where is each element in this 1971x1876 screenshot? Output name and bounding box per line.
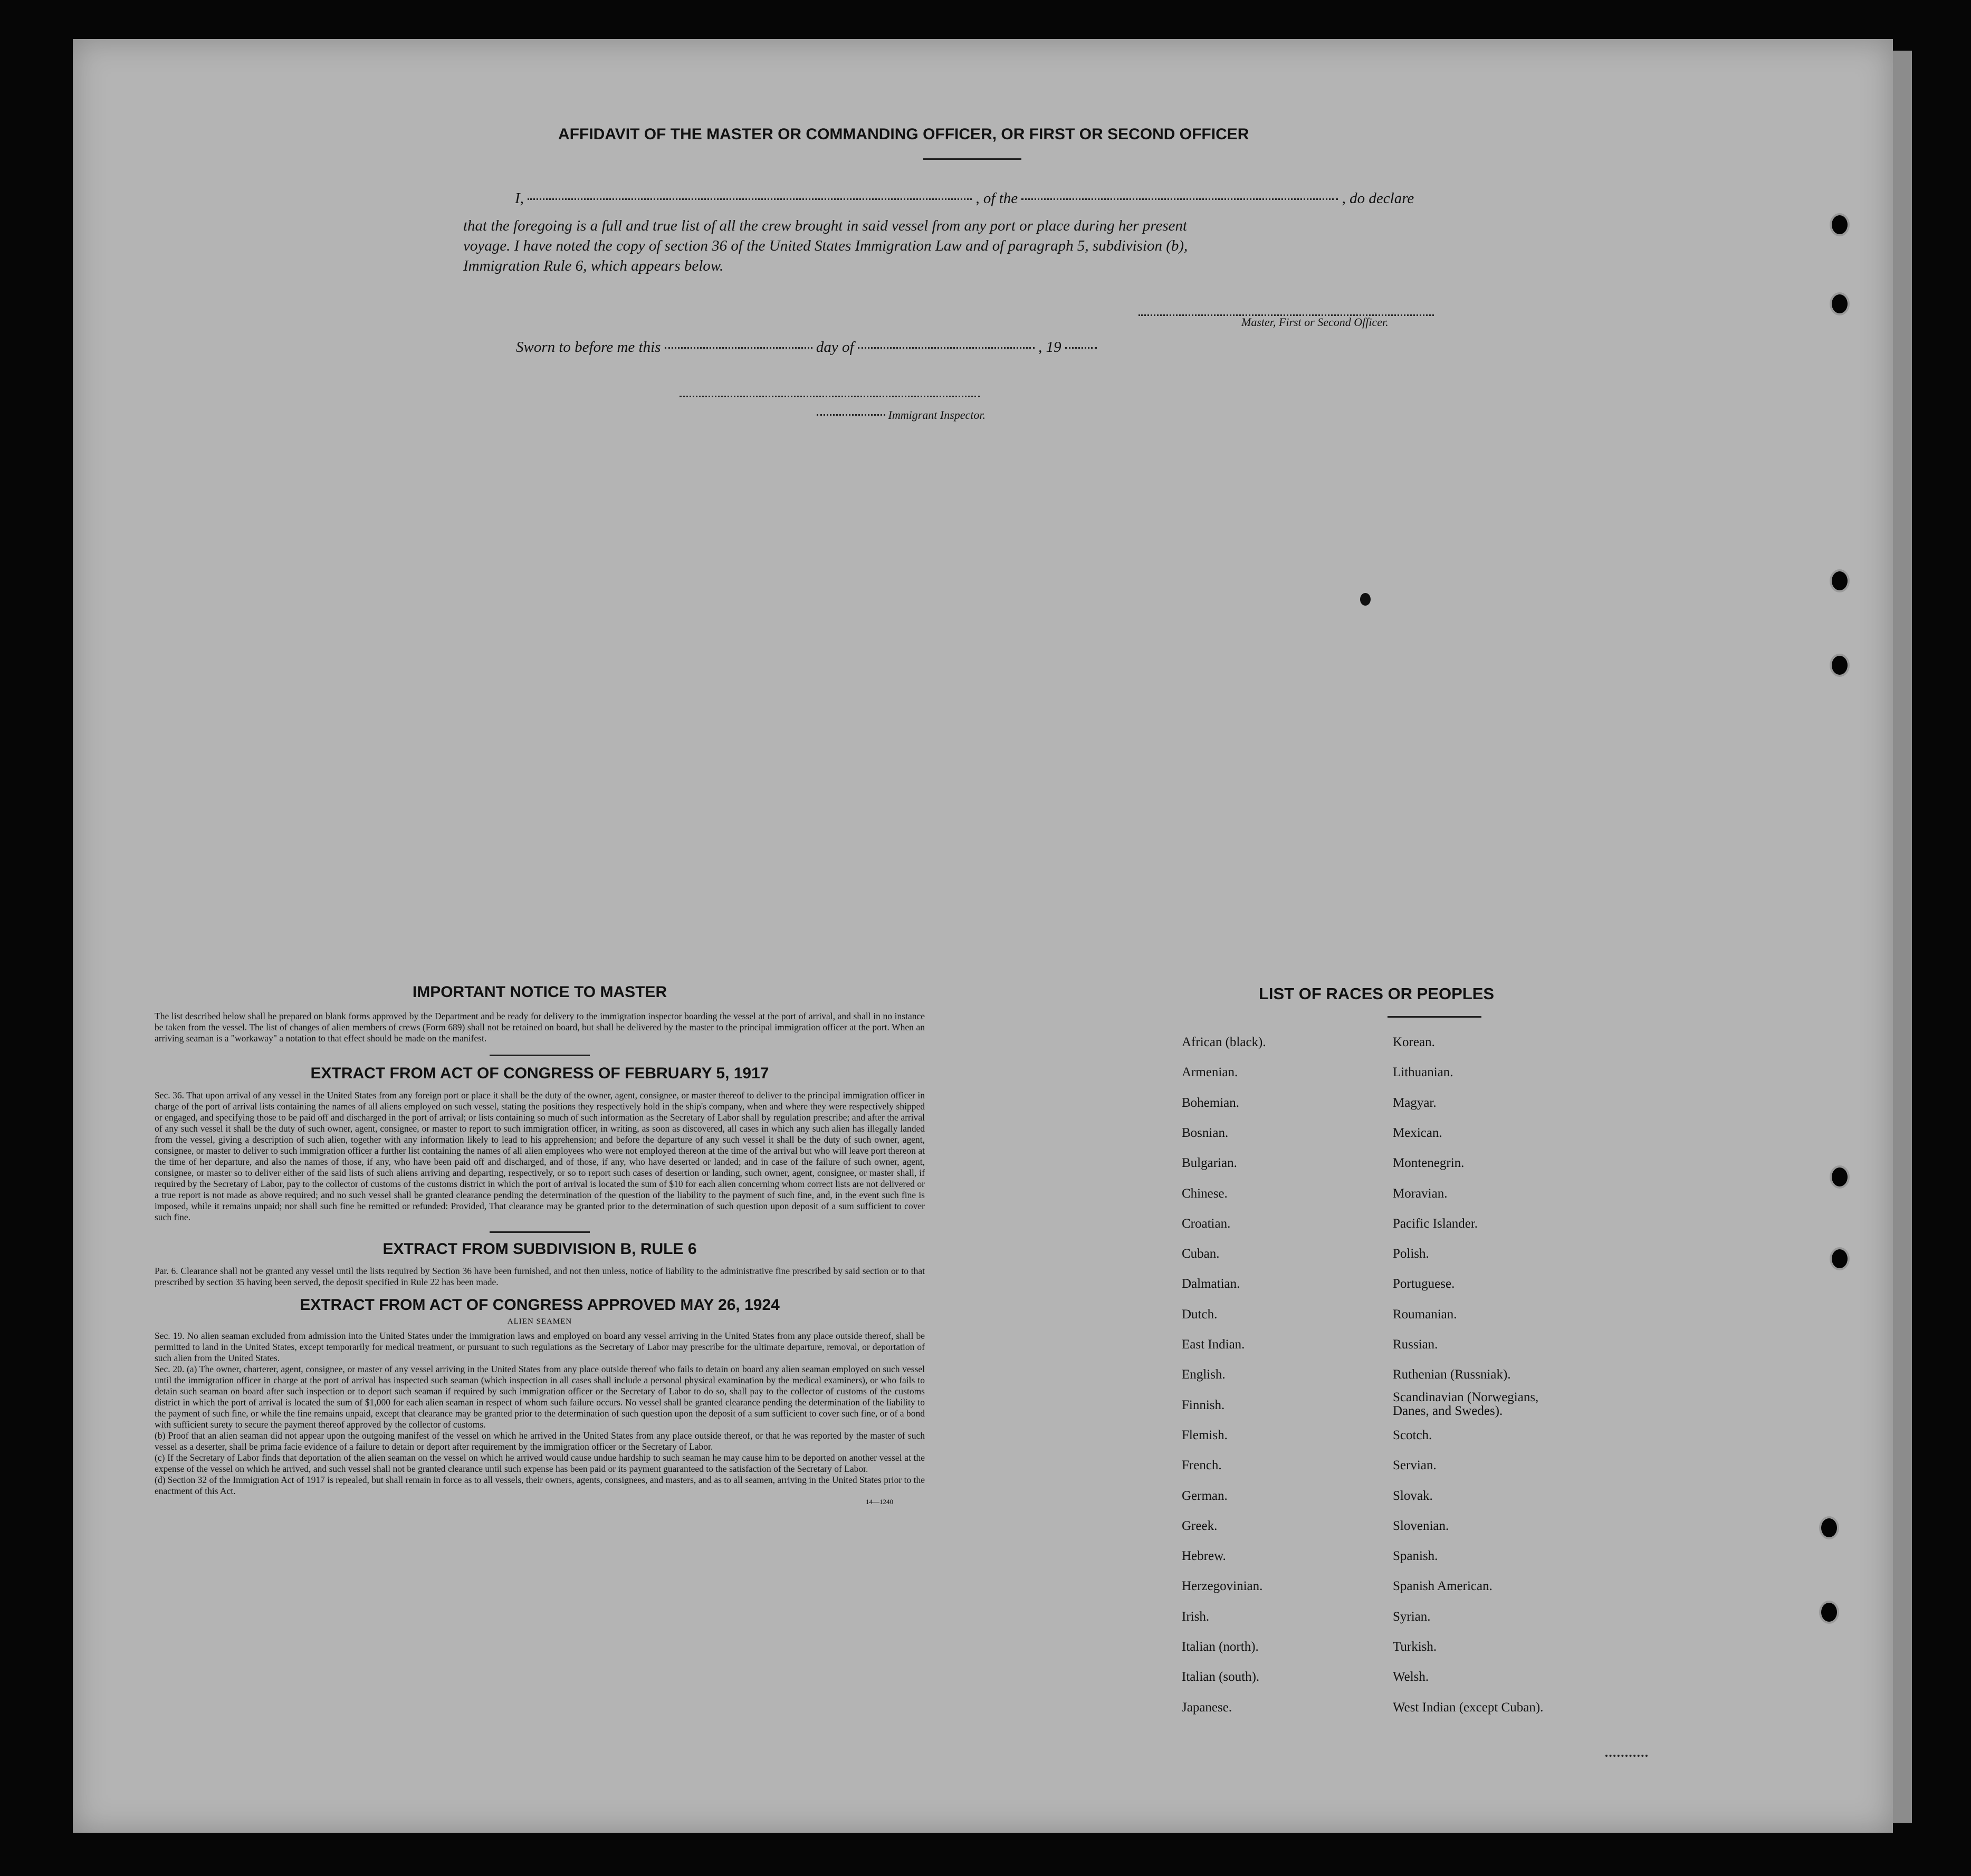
form-number: 14—1240 — [866, 1498, 893, 1506]
affidavit-title: AFFIDAVIT OF THE MASTER OR COMMANDING OFFICER, OR FIRST OR SECOND OFFICER — [558, 126, 1249, 143]
race-item: Syrian. — [1393, 1609, 1431, 1624]
divider — [923, 158, 1021, 160]
races-title: LIST OF RACES OR PEOPLES — [1259, 984, 1495, 1003]
binder-hole — [1830, 213, 1850, 236]
race-item: East Indian. — [1182, 1337, 1245, 1352]
race-item: German. — [1182, 1488, 1228, 1503]
race-item: Slovak. — [1393, 1488, 1433, 1503]
race-item: African (black). — [1182, 1035, 1266, 1049]
race-item: Spanish. — [1393, 1549, 1438, 1564]
extract-rule6-title: EXTRACT FROM SUBDIVISION B, RULE 6 — [382, 1240, 697, 1258]
vessel-blank[interactable] — [1021, 198, 1338, 200]
race-item: Slovenian. — [1393, 1518, 1449, 1533]
race-item: Korean. — [1393, 1035, 1435, 1049]
declaration-line — [515, 190, 1414, 207]
divider — [490, 1055, 590, 1056]
sworn-label: Sworn to before me this — [516, 339, 661, 356]
race-item: Russian. — [1393, 1337, 1438, 1352]
race-item: Magyar. — [1393, 1095, 1437, 1110]
race-item: Dutch. — [1182, 1307, 1218, 1322]
race-item: Armenian. — [1182, 1065, 1238, 1080]
extract-1924-title: EXTRACT FROM ACT OF CONGRESS APPROVED MAY 26, 1924 — [300, 1296, 780, 1314]
race-item: Italian (north). — [1182, 1640, 1259, 1654]
notice-text: The list described below shall be prepared on blank forms approved by the Department and be ready for delivery to the immigration inspector boarding the vessel at the port of arrival, and shall in no instance be taken from the vessel. The list of changes of alien members of crews (Form 689) shall not be retained on board, but shall be delivered by the master to the principal immigration officer at the port. When an arriving seaman is a "workaway" a notation to that effect should be made on the manifest. — [155, 1011, 925, 1044]
race-item: Ruthenian (Russniak). — [1393, 1367, 1511, 1382]
race-item: Chinese. — [1182, 1186, 1228, 1201]
divider — [490, 1231, 590, 1233]
race-item: French. — [1182, 1458, 1222, 1473]
master-signature-label: Master, First or Second Officer. — [1241, 315, 1389, 329]
i-label: I, — [515, 190, 524, 207]
race-item: Scandinavian (Norwegians, Danes, and Swedes). — [1393, 1390, 1539, 1418]
race-item: Italian (south). — [1182, 1670, 1260, 1684]
race-item: Herzegovinian. — [1182, 1579, 1263, 1594]
year-blank[interactable] — [1065, 347, 1097, 349]
race-item: West Indian (except Cuban). — [1393, 1700, 1544, 1715]
affidavit-body-line-2: voyage. I have noted the copy of section 36 of the United States Immigration Law and of paragraph 5, subdivision (b), — [463, 237, 1188, 254]
race-item: Pacific Islander. — [1393, 1216, 1478, 1231]
extract-1917-text: Sec. 36. That upon arrival of any vessel in the United States from any foreign port or place it shall be the duty of the owner, agent, consignee, or master thereof to deliver to the principal immigration officer in charge of the port of arrival lists containing the names of all aliens employed on such vessel, stating the positions they respectively hold in the ship's company, when and where they were respectively shipped or engaged, and specifying those to be paid off and discharged in the port of arrival; or lists containing so much of such information as the Secretary of Labor shall by regulation prescribe; and after the arrival of any such vessel it shall be the duty of such owner, agent, consignee, or master to report to such immigration officer, in writing, as soon as discovered, all cases in which any such alien has illegally landed from the vessel, giving a description of such alien, together with any information likely to lead to his apprehension; and before the departure of any such vessel it shall be the duty of such owner, agent, consignee, or master to deliver to such immigration officer a further list containing the names of all alien employees who were not employed thereon at the time of the arrival but who will leave port thereon at the time of her departure, and also the names of those, if any, who have been paid off and discharged, and of those, if any, who have deserted or landed; and in case of the failure of such owner, agent, consignee, or master so to deliver either of the said lists of such aliens arriving and departing, respectively, or so to report such cases of desertion or landing, such owner, agent, consignee, or master shall, if required by the Secretary of Labor, pay to the collector of customs of the customs district in which the port of arrival is located the sum of $10 for each alien concerning whom correct lists are not delivered or a true report is not made as above required; and no such vessel shall be granted clearance pending the determination of the question of the liability to the payment of such fine, and, in the event such fine is imposed, while it remains unpaid; nor shall such fine be remitted or refunded: Provided, That clearance may be granted prior to the determination of such question upon deposit of a sum sufficient to cover such fine. — [155, 1090, 925, 1222]
race-item: Welsh. — [1393, 1670, 1429, 1684]
extract-1924-sec19: Sec. 19. No alien seaman excluded from admission into the United States under the immigration laws and employed on board any vessel arriving in the United States from any place outside thereof, shall be permitted to land in the United States, except temporarily for medical treatment, or pursuant to such regulations as the Secretary of Labor may prescribe for the ultimate departure, removal, or deportation of such alien from the United States. — [155, 1331, 925, 1363]
race-item: Greek. — [1182, 1518, 1218, 1533]
race-item: Irish. — [1182, 1609, 1210, 1624]
binder-hole — [1830, 569, 1850, 592]
extract-1924-sec20c: (c) If the Secretary of Labor finds that deportation of the alien seaman on the vessel on which he arrived would cause undue hardship to such seaman he may cause him to be deported on another vessel at the expense of the vessel on which he arrived, and such vessel shall not be granted clearance until such expense has been paid or its payment guaranteed to the satisfaction of the Secretary of Labor. — [155, 1452, 925, 1474]
sworn-line — [516, 339, 1097, 356]
race-item: Bosnian. — [1182, 1125, 1229, 1140]
name-blank[interactable] — [528, 198, 972, 200]
binder-hole — [1819, 1601, 1839, 1624]
race-item: English. — [1182, 1367, 1226, 1382]
inspector-blank[interactable] — [817, 414, 885, 416]
extract-1917-title: EXTRACT FROM ACT OF CONGRESS OF FEBRUARY 5, 1917 — [310, 1065, 769, 1082]
binder-hole — [1830, 292, 1850, 315]
race-item: Scotch. — [1393, 1428, 1432, 1442]
extract-1924-sec20b: (b) Proof that an alien seaman did not appear upon the outgoing manifest of the vessel on which he arrived in the United States from any place outside thereof, or that he was reported by the master of such vessel as a deserter, shall be prima facie evidence of a failure to detain or deport after requirement by the immigration officer or the Secretary of Labor. — [155, 1430, 925, 1452]
month-blank[interactable] — [858, 347, 1035, 349]
race-item: Polish. — [1393, 1247, 1429, 1261]
binder-hole — [1830, 1165, 1850, 1189]
race-item: Japanese. — [1182, 1700, 1232, 1715]
race-item: Servian. — [1393, 1458, 1437, 1473]
binder-hole — [1819, 1516, 1839, 1539]
race-item: Roumanian. — [1393, 1307, 1457, 1322]
race-item: Mexican. — [1393, 1125, 1442, 1140]
race-item: Flemish. — [1182, 1428, 1228, 1442]
race-item: Finnish. — [1182, 1398, 1225, 1412]
race-item: Croatian. — [1182, 1216, 1231, 1231]
inspector-signature-line[interactable] — [680, 396, 980, 397]
race-item: Moravian. — [1393, 1186, 1448, 1201]
declare-label: , do declare — [1342, 190, 1414, 207]
race-item: Lithuanian. — [1393, 1065, 1453, 1080]
affidavit-body-line-3: Immigration Rule 6, which appears below. — [463, 257, 724, 274]
day-of-label: day of — [816, 339, 854, 356]
extract-rule6-text: Par. 6. Clearance shall not be granted any vessel until the lists required by Section 36 have been furnished, and not then unless, notice of liability to the administrative fine prescribed by said section or to that prescribed by section 35 having been served, the deposit specified in Rule 22 has been made. — [155, 1266, 925, 1287]
race-item: Portuguese. — [1393, 1277, 1455, 1291]
divider — [1388, 1016, 1481, 1018]
binder-hole — [1830, 1247, 1850, 1270]
affidavit-body-line-1: that the foregoing is a full and true list of all the crew brought in said vessel from any port or place during her present — [463, 217, 1188, 234]
race-item: Bulgarian. — [1182, 1156, 1237, 1171]
race-item: Bohemian. — [1182, 1095, 1240, 1110]
page-mark — [1605, 1755, 1648, 1757]
race-item: Montenegrin. — [1393, 1156, 1465, 1171]
race-item: Turkish. — [1393, 1640, 1437, 1654]
extract-1924-sec20d: (d) Section 32 of the Immigration Act of 1917 is repealed, but shall remain in force as to all vessels, their owners, agents, consignees, and masters, and as to all seamen, arriving in the United States prior to the enactment of this Act. — [155, 1475, 925, 1496]
alien-seamen-subtitle: ALIEN SEAMEN — [507, 1317, 572, 1326]
inspector-line — [817, 408, 986, 422]
race-item: Spanish American. — [1393, 1579, 1492, 1594]
page-mark — [1360, 593, 1371, 606]
race-item: Hebrew. — [1182, 1549, 1226, 1564]
year-label: , 19 — [1038, 339, 1061, 356]
race-item: Cuban. — [1182, 1247, 1220, 1261]
manifest-page — [73, 39, 1893, 1833]
of-the-label: , of the — [975, 190, 1018, 207]
day-blank[interactable] — [665, 347, 812, 349]
binder-hole — [1830, 654, 1850, 677]
extract-1924-sec20a: Sec. 20. (a) The owner, charterer, agent, consignee, or master of any vessel arriving in the United States from any place outside thereof who fails to detain on board any alien seaman employed on such vessel until the immigration officer in charge at the port of arrival has inspected such seaman (which inspection in all cases shall include a personal physical examination by the medical examiners), or who fails to detain such seaman on board after such inspection or to deport such seaman if required by such immigration officer or the Secretary of Labor to do so, shall pay to the collector of customs of the customs district in which the port of arrival is located the sum of $1,000 for each alien seaman in respect of whom such failure occurs. No vessel shall be granted clearance pending the determination of the liability to the payment of such fine, or while the fine remains unpaid, except that clearance may be granted prior to the determination of such question upon the deposit of a sum sufficient to cover such fine, or of a bond with sufficient surety to secure the payment thereof approved by the collector of customs. — [155, 1364, 925, 1430]
notice-title: IMPORTANT NOTICE TO MASTER — [412, 983, 667, 1001]
race-item: Dalmatian. — [1182, 1277, 1240, 1291]
left-column — [155, 983, 925, 1506]
inspector-label: Immigrant Inspector. — [888, 408, 986, 422]
